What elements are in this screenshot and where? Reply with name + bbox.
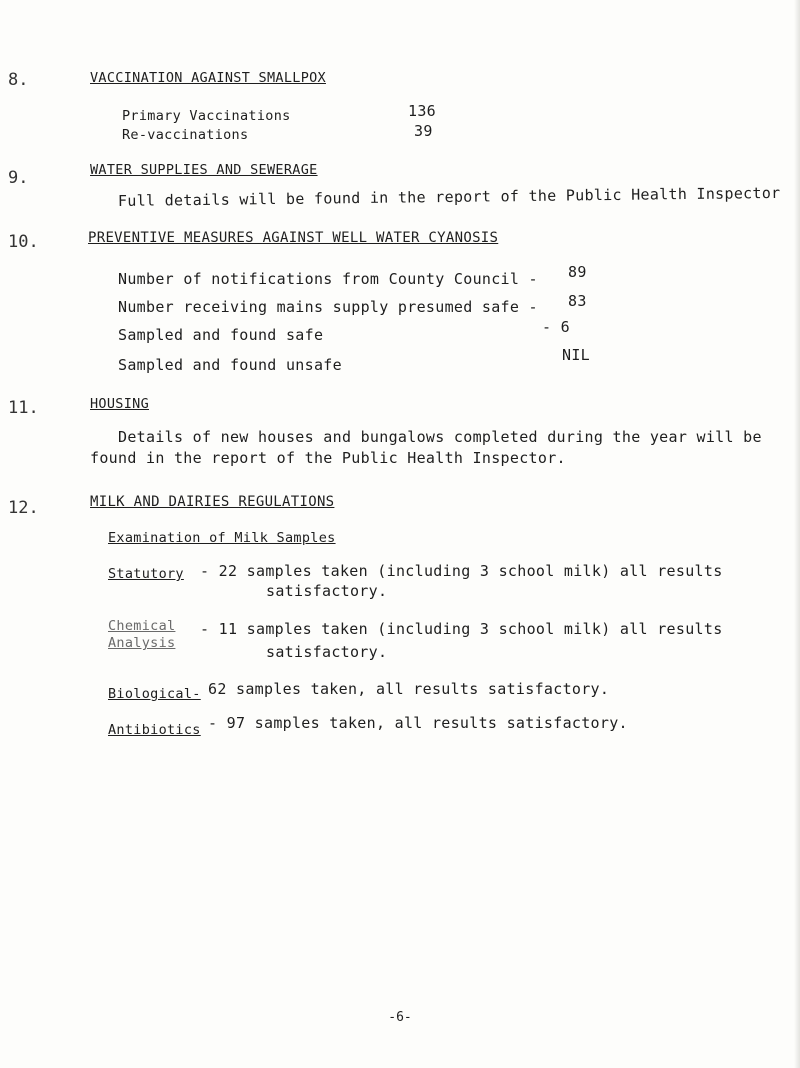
section-number-12: 12.	[8, 498, 39, 518]
row-label-mains-supply: Number receiving mains supply presumed safe -	[118, 298, 538, 316]
row-label-found-unsafe: Sampled and found unsafe	[118, 356, 342, 374]
section-heading-cyanosis: PREVENTIVE MEASURES AGAINST WELL WATER CYANOSIS	[88, 230, 499, 246]
section-number-10: 10.	[8, 232, 39, 252]
chemical-text-line1: - 11 samples taken (including 3 school milk) all results	[200, 620, 723, 638]
row-value-found-safe: - 6	[542, 318, 570, 336]
label-biological: Biological-	[108, 686, 201, 702]
section-number-9: 9.	[8, 168, 29, 188]
row-value-notifications: 89	[568, 263, 587, 281]
label-antibiotics: Antibiotics	[108, 722, 201, 738]
housing-text-line1: Details of new houses and bungalows completed during the year will be	[118, 428, 762, 446]
section-heading-vaccination: VACCINATION AGAINST SMALLPOX	[90, 70, 326, 86]
housing-text-line2: found in the report of the Public Health Inspector.	[90, 449, 566, 467]
subheading-milk-samples: Examination of Milk Samples	[108, 530, 336, 546]
row-label-notifications: Number of notifications from County Council -	[118, 270, 538, 288]
row-label-found-safe: Sampled and found safe	[118, 326, 324, 344]
biological-text: 62 samples taken, all results satisfactory.	[208, 680, 610, 698]
page-edge-shadow	[794, 0, 800, 1068]
label-chemical: Chemical	[108, 618, 176, 634]
row-value-mains-supply: 83	[568, 292, 587, 310]
section-heading-housing: HOUSING	[90, 396, 149, 412]
water-text: Full details will be found in the report of the Public Health Inspector	[117, 183, 781, 210]
section-heading-water: WATER SUPPLIES AND SEWERAGE	[90, 162, 318, 178]
row-label-revaccinations: Re-vaccinations	[122, 127, 249, 143]
chemical-text-line2: satisfactory.	[266, 643, 388, 661]
row-value-found-unsafe: NIL	[562, 346, 590, 364]
section-number-11: 11.	[8, 398, 39, 418]
page-number: -6-	[388, 1010, 412, 1025]
label-statutory: Statutory	[108, 566, 184, 582]
row-label-primary: Primary Vaccinations	[122, 108, 291, 124]
statutory-text-line1: - 22 samples taken (including 3 school milk) all results	[200, 562, 723, 580]
label-analysis: Analysis	[108, 635, 176, 651]
statutory-text-line2: satisfactory.	[266, 582, 388, 600]
section-number-8: 8.	[8, 70, 29, 90]
section-heading-milk: MILK AND DAIRIES REGULATIONS	[90, 494, 335, 510]
row-value-primary: 136	[408, 102, 436, 120]
row-value-revaccinations: 39	[414, 122, 433, 140]
antibiotics-text: - 97 samples taken, all results satisfactory.	[208, 714, 628, 732]
